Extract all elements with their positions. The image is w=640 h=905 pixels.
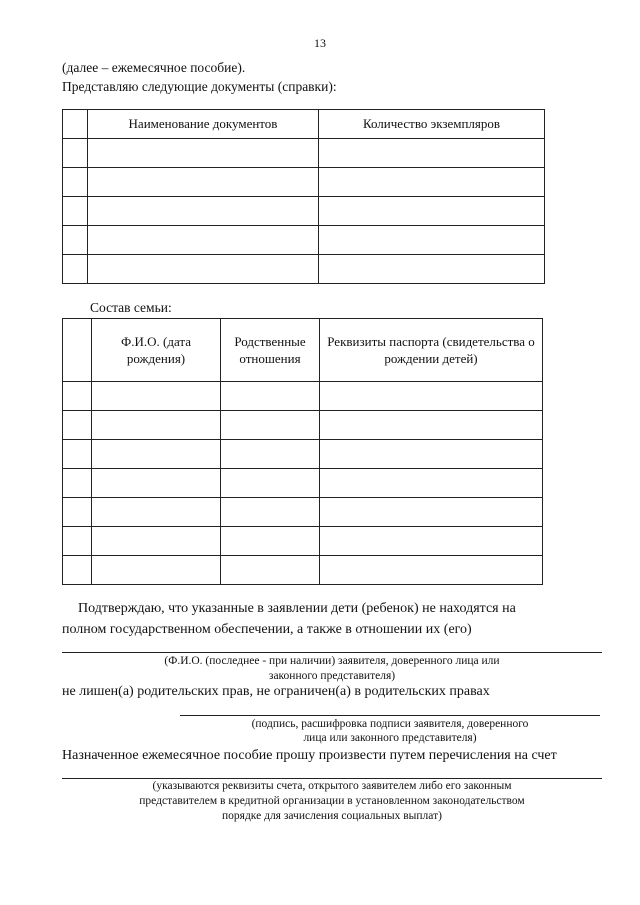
intro-line-1: (далее – ежемесячное пособие).: [62, 60, 246, 75]
table-cell[interactable]: [88, 197, 319, 226]
table-cell[interactable]: [320, 498, 543, 527]
table-cell[interactable]: [221, 556, 320, 585]
table-cell[interactable]: [88, 255, 319, 284]
table-row: [63, 440, 543, 469]
table-cell[interactable]: [221, 527, 320, 556]
table-cell[interactable]: [221, 440, 320, 469]
table-row: [63, 197, 545, 226]
table-cell[interactable]: [63, 255, 88, 284]
table-cell[interactable]: [63, 527, 92, 556]
caption-account-line-3: порядке для зачисления социальных выплат): [222, 810, 442, 822]
intro-line-2: Представляю следующие документы (справки):: [62, 79, 337, 94]
signature-underline[interactable]: [180, 715, 600, 716]
table-row: [63, 469, 543, 498]
table-cell[interactable]: [63, 411, 92, 440]
table-row: [63, 527, 543, 556]
documents-header-count: Количество экземпляров: [319, 110, 545, 139]
table-row: [63, 382, 543, 411]
documents-table-header: [63, 110, 545, 139]
table-cell[interactable]: [320, 440, 543, 469]
table-cell[interactable]: [319, 168, 545, 197]
table-cell[interactable]: [63, 498, 92, 527]
table-cell[interactable]: [319, 226, 545, 255]
table-cell[interactable]: [320, 556, 543, 585]
table-cell[interactable]: [63, 139, 88, 168]
family-title: Состав семьи:: [90, 300, 172, 315]
table-row: [63, 139, 545, 168]
table-cell[interactable]: [92, 469, 221, 498]
table-cell[interactable]: [88, 226, 319, 255]
table-row: [63, 556, 543, 585]
family-header-fio: Ф.И.О. (дата рождения): [92, 319, 221, 382]
family-header-num: [63, 319, 92, 382]
table-cell[interactable]: [319, 197, 545, 226]
table-cell[interactable]: [92, 527, 221, 556]
table-cell[interactable]: [320, 469, 543, 498]
documents-header-num: [63, 110, 88, 139]
table-row: [63, 411, 543, 440]
confirm-line-2: полном государственном обеспечении, а также в отношении их (его): [62, 622, 472, 637]
table-cell[interactable]: [221, 411, 320, 440]
caption-account-line-2: представителем в кредитной организации в установленном законодательством: [139, 795, 525, 807]
payment-line: Назначенное ежемесячное пособие прошу произвести путем перечисления на счет: [62, 748, 557, 763]
table-cell[interactable]: [63, 469, 92, 498]
table-cell[interactable]: [63, 197, 88, 226]
table-cell[interactable]: [319, 255, 545, 284]
table-row: [63, 255, 545, 284]
page-number: 13: [314, 36, 326, 50]
table-row: [63, 498, 543, 527]
table-cell[interactable]: [88, 168, 319, 197]
table-cell[interactable]: [63, 226, 88, 255]
table-cell[interactable]: [221, 382, 320, 411]
family-header-passport: Реквизиты паспорта (свидетельства о рождении детей): [320, 319, 543, 382]
table-cell[interactable]: [92, 382, 221, 411]
table-cell[interactable]: [63, 382, 92, 411]
table-cell[interactable]: [92, 498, 221, 527]
table-cell[interactable]: [63, 440, 92, 469]
caption-fio-line-2: законного представителя): [268, 670, 396, 682]
table-cell[interactable]: [92, 556, 221, 585]
table-cell[interactable]: [63, 556, 92, 585]
table-cell[interactable]: [92, 440, 221, 469]
caption-sign-line-1: (подпись, расшифровка подписи заявителя, доверенного: [251, 718, 529, 730]
table-row: [63, 168, 545, 197]
table-cell[interactable]: [92, 411, 221, 440]
table-cell[interactable]: [88, 139, 319, 168]
family-table-header: [63, 319, 543, 382]
caption-fio-line-1: (Ф.И.О. (последнее - при наличии) заявителя, доверенного лица или: [164, 655, 500, 667]
family-table: [62, 318, 543, 585]
table-cell[interactable]: [221, 469, 320, 498]
table-cell[interactable]: [320, 527, 543, 556]
documents-header-name: Наименование документов: [88, 110, 319, 139]
caption-account-line-1: (указываются реквизиты счета, открытого заявителем либо его законным: [152, 780, 512, 792]
table-cell[interactable]: [221, 498, 320, 527]
fio-underline[interactable]: [62, 652, 602, 653]
table-cell[interactable]: [63, 168, 88, 197]
table-cell[interactable]: [320, 382, 543, 411]
rights-line: не лишен(а) родительских прав, не ограничен(а) в родительских правах: [62, 684, 490, 699]
documents-table: [62, 109, 545, 284]
family-header-relation: Родственные отношения: [221, 319, 320, 382]
table-cell[interactable]: [320, 411, 543, 440]
caption-sign-line-2: лица или законного представителя): [303, 732, 477, 744]
confirm-line-1: Подтверждаю, что указанные в заявлении дети (ребенок) не находятся на: [78, 601, 516, 616]
table-cell[interactable]: [319, 139, 545, 168]
table-row: [63, 226, 545, 255]
